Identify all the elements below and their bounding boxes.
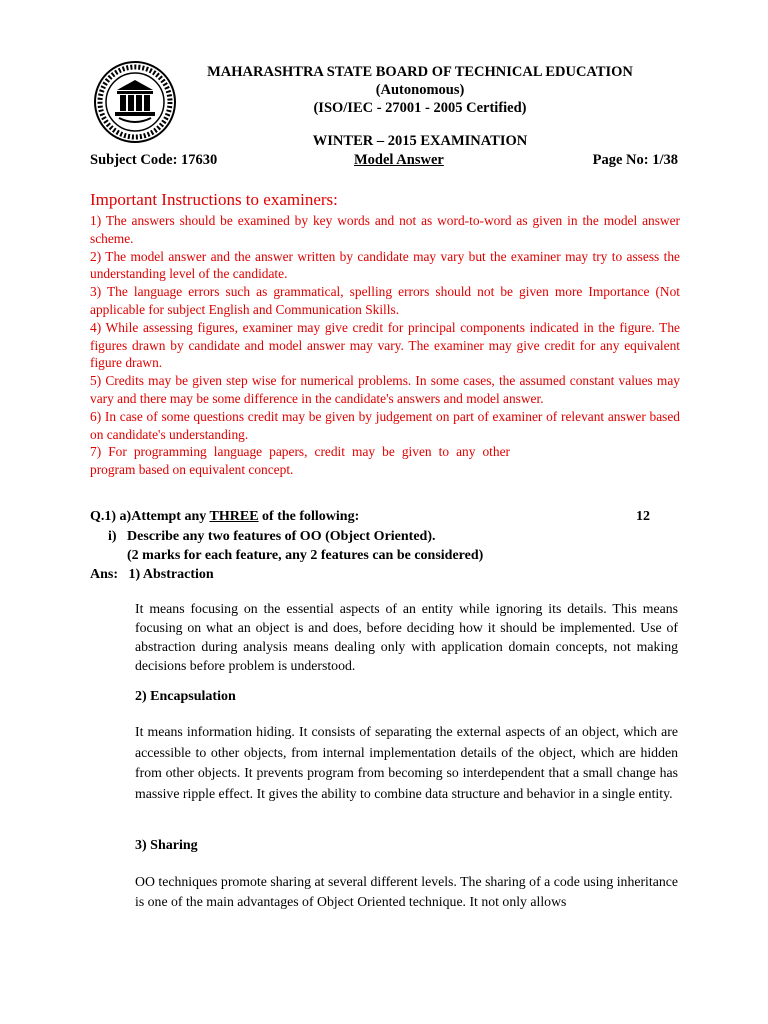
instruction-item: 5) Credits may be given step wise for numerical problems. In some cases, the assumed constant values may vary and there may be some difference in the candidate's answers and model answer. bbox=[90, 373, 680, 406]
autonomous-label: (Autonomous) bbox=[375, 82, 465, 98]
question-emphasis: THREE bbox=[209, 509, 259, 524]
question-heading bbox=[90, 509, 650, 525]
encapsulation-heading: 2) Encapsulation bbox=[135, 689, 236, 704]
question-marks: 12 bbox=[636, 509, 650, 524]
instruction-item: 1) The answers should be examined by key words and not as word-to-word as given in the model answer scheme. bbox=[90, 213, 680, 246]
examiner-instructions bbox=[90, 190, 680, 479]
instruction-item: 4) While assessing figures, examiner may give credit for principal components indicated in the figure. The figures drawn by candidate and model answer may vary. The examiner may give credit for any equivalent figure drawn. bbox=[90, 319, 680, 371]
instruction-item: 6) In case of some questions credit may be given by judgement on part of examiner of relevant answer based on candidate's understanding. bbox=[90, 408, 680, 442]
instructions-title: Important Instructions to examiners: bbox=[90, 190, 338, 209]
sharing-paragraph: OO techniques promote sharing at several different levels. The sharing of a code using inheritance is one of the main advantages of Object Oriented technique. It not only allows bbox=[135, 874, 678, 909]
exam-title: WINTER – 2015 EXAMINATION bbox=[312, 133, 528, 149]
subject-row bbox=[90, 152, 678, 172]
question-prefix: Q.1) a)Attempt any bbox=[90, 509, 210, 524]
instruction-item: 2) The model answer and the answer written by candidate may vary but the examiner may try to assess the understanding level of the candidate. bbox=[90, 248, 680, 282]
abstraction-paragraph: It means focusing on the essential aspects of an entity while ignoring its details. This means focusing on what an object is and does, before deciding how it should be implemented. Use of abstraction during analysis means dealing only with application domain concepts, not making decisions before problem is understood. bbox=[135, 601, 678, 673]
sub-question: i) Describe any two features of OO (Object Oriented). bbox=[108, 529, 436, 544]
instruction-item: 7) For programming language papers, credit may be given to any other program based on equivalent concept. bbox=[90, 444, 510, 478]
page-number: Page No: 1/38 bbox=[592, 152, 678, 168]
instruction-item: 3) The language errors such as grammatical, spelling errors should not be given more Importance (Not applicable for subject English and Communication Skills. bbox=[90, 284, 680, 317]
model-answer-label: Model Answer bbox=[354, 152, 444, 168]
sharing-heading: 3) Sharing bbox=[135, 838, 198, 853]
question-suffix: of the following: bbox=[258, 509, 360, 524]
marking-note: (2 marks for each feature, any 2 features can be considered) bbox=[127, 548, 484, 563]
subject-code: Subject Code: 17630 bbox=[90, 152, 218, 168]
board-name: MAHARASHTRA STATE BOARD OF TECHNICAL EDUCATION bbox=[207, 64, 633, 80]
certification-label: (ISO/IEC - 27001 - 2005 Certified) bbox=[313, 100, 527, 116]
encapsulation-paragraph: It means information hiding. It consists of separating the external aspects of an object, which are accessible to other objects, from internal implementation details of the object, which are hidden from other objects. It prevents program from becoming so interdependent that a small change has massive ripple effect. It gives the ability to combine data structure and behavior in a single entity. bbox=[135, 724, 678, 801]
answer-label: Ans: 1) Abstraction bbox=[90, 567, 214, 582]
